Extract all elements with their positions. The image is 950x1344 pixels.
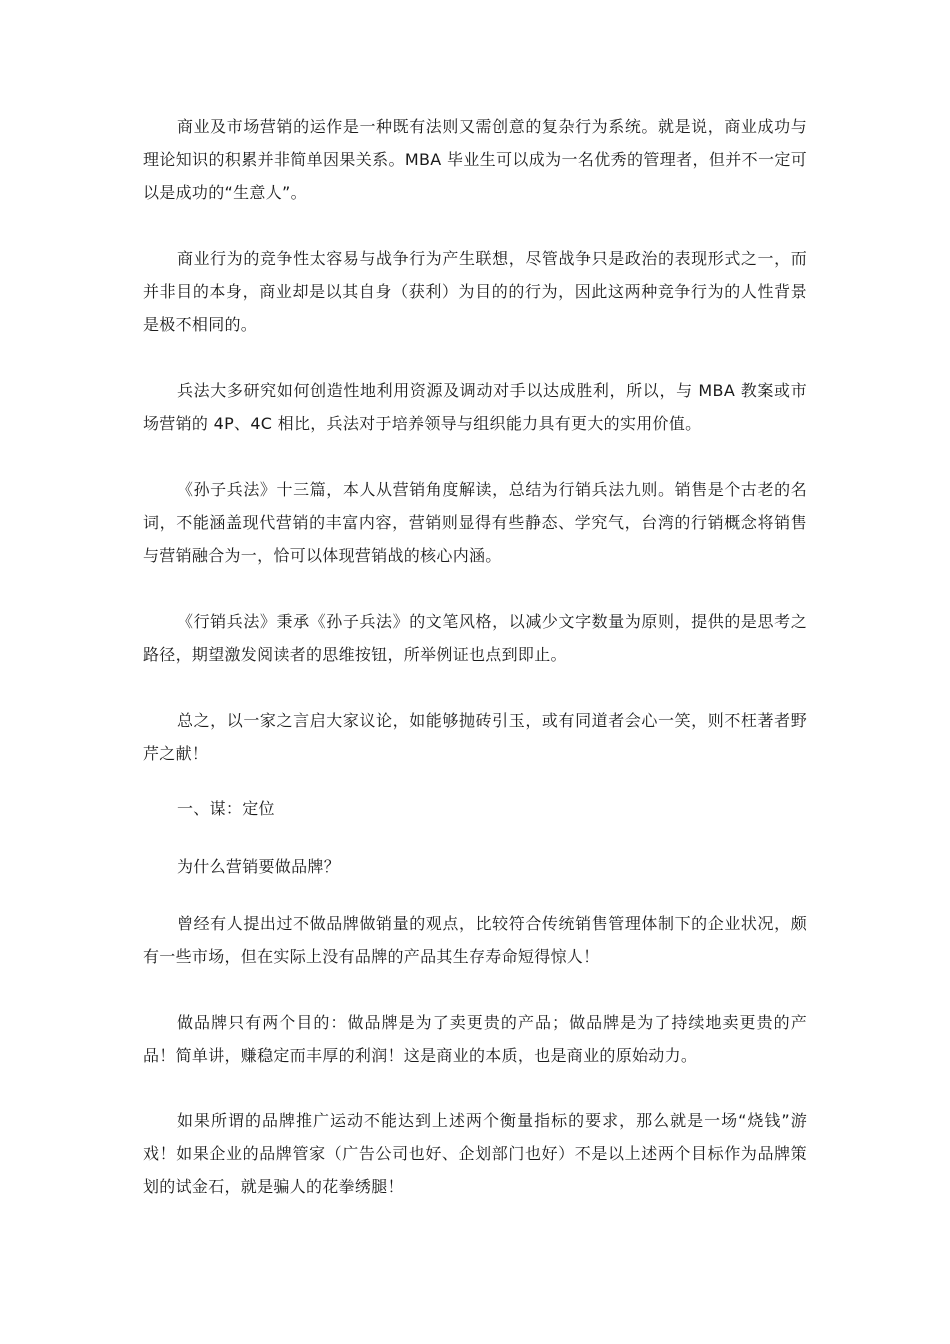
paragraph-sunzi: 《孙子兵法》十三篇，本人从营销角度解读，总结为行销兵法九则。销售是个古老的名词，不能涵盖现代营销的丰富内容，营销则显得有些静态、学究气，台湾的行销概念将销售与营销融合为一，恰可以体现营销战的核心内涵。 (143, 480, 807, 565)
paragraph-competition: 商业行为的竞争性太容易与战争行为产生联想，尽管战争只是政治的表现形式之一，而并非目的本身，商业却是以其自身（获利）为目的的行为，因此这两种竞争行为的人性背景是极不相同的。 (143, 249, 807, 334)
paragraph-style: 《行销兵法》秉承《孙子兵法》的文笔风格，以减少文字数量为原则，提供的是思考之路径，期望激发阅读者的思维按钮，所举例证也点到即止。 (143, 612, 807, 664)
section-question: 为什么营销要做品牌？ (177, 857, 341, 876)
paragraph-conclusion: 总之，以一家之言启大家议论，如能够抛砖引玉，或有同道者会心一笑，则不枉著者野芹之献！ (143, 711, 807, 763)
paragraph-intro-business: 商业及市场营销的运作是一种既有法则又需创意的复杂行为系统。就是说，商业成功与理论知识的积累并非简单因果关系。MBA 毕业生可以成为一名优秀的管理者，但并不一定可以是成功的“生意人”。 (143, 117, 807, 202)
paragraph-brand-promotion: 如果所谓的品牌推广运动不能达到上述两个衡量指标的要求，那么就是一场“烧钱”游戏！如果企业的品牌管家（广告公司也好、企划部门也好）不是以上述两个目标作为品牌策划的试金石，就是骗人的花拳绣腿！ (143, 1111, 807, 1196)
paragraph-brand-view: 曾经有人提出过不做品牌做销量的观点，比较符合传统销售管理体制下的企业状况，颇有一些市场，但在实际上没有品牌的产品其生存寿命短得惊人！ (143, 914, 807, 966)
paragraph-art-of-war: 兵法大多研究如何创造性地利用资源及调动对手以达成胜利，所以，与 MBA 教案或市场营销的 4P、4C 相比，兵法对于培养领导与组织能力具有更大的实用价值。 (143, 381, 807, 433)
section-heading: 一、谋：定位 (177, 799, 275, 818)
paragraph-brand-purpose: 做品牌只有两个目的：做品牌是为了卖更贵的产品；做品牌是为了持续地卖更贵的产品！简单讲，赚稳定而丰厚的利润！这是商业的本质，也是商业的原始动力。 (143, 1013, 807, 1065)
